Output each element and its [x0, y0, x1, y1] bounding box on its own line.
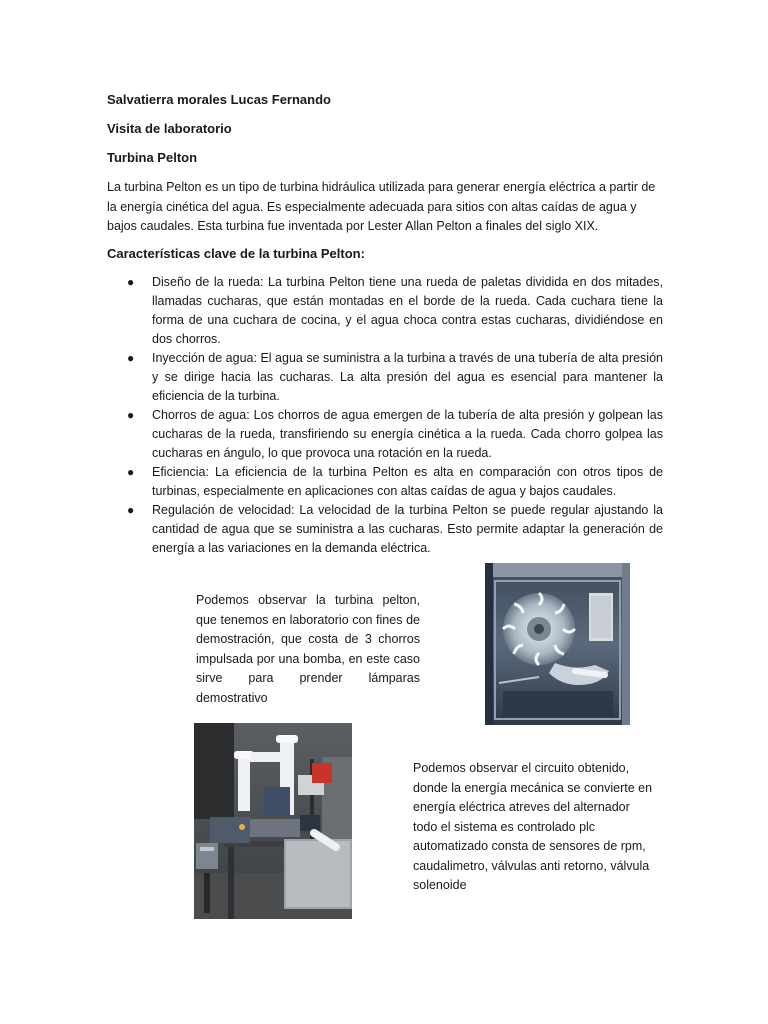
document-subtitle: Visita de laboratorio [107, 121, 232, 136]
feature-item-water-jets [107, 406, 663, 463]
feature-item-wheel-design [107, 273, 663, 349]
bullet-icon: ● [127, 408, 135, 422]
bullet-icon: ● [127, 465, 135, 479]
feature-text: Eficiencia: La eficiencia de la turbina Pelton es alta en comparación con otros tipos de turbinas, especialmente en aplicaciones con altas caídas de agua y bajos caudales. [152, 465, 663, 498]
control-circuit-photo [194, 723, 352, 919]
feature-text: Diseño de la rueda: La turbina Pelton tiene una rueda de paletas dividida en dos mitades, llamadas cucharas, que están montadas en el borde de la rueda. Cada cuchara tiene la forma de una cuchara de cocina, y el agua choca contra estas cucharas, dividiéndose en dos chorros. [152, 275, 663, 346]
author-name: Salvatierra morales Lucas Fernando [107, 92, 331, 107]
turbine-photo-caption: Podemos observar la turbina pelton, que tenemos en laboratorio con fines de demostración, que costa de 3 chorros impulsada por una bomba, en este caso sirve para prender lámparas demostrativo [196, 593, 420, 705]
bullet-icon: ● [127, 503, 135, 517]
feature-item-speed-regulation [107, 501, 663, 558]
features-list [107, 273, 663, 558]
feature-item-water-injection [107, 349, 663, 406]
document-title: Turbina Pelton [107, 150, 198, 165]
circuit-photo-caption: Podemos observar el circuito obtenido, donde la energía mecánica se convierte en energía eléctrica atreves del alternador todo el sistema es controlado plc automatizado consta de sensores de rpm, caudalimetro, válvulas anti retorno, válvula solenoide [413, 761, 653, 892]
pelton-turbine-photo [485, 563, 630, 725]
feature-text: Inyección de agua: El agua se suministra a la turbina a través de una tubería de alta presión y se dirige hacia las cucharas. La alta presión del agua es esencial para mantener la eficiencia de la turbina. [152, 351, 663, 403]
bullet-icon: ● [127, 275, 135, 289]
intro-paragraph: La turbina Pelton es un tipo de turbina hidráulica utilizada para generar energía eléctrica a partir de la energía cinética del agua. Es especialmente adecuada para sitios con altas caídas de agua y bajos caudales. Esta turbina fue inventada por Lester Allan Pelton a finales del siglo XIX. [107, 180, 656, 233]
feature-text: Chorros de agua: Los chorros de agua emergen de la tubería de alta presión y golpean las cucharas de la rueda, transfiriendo su energía cinética a la rueda. Cada chorro golpea las cucharas en ángulo, lo que provoca una rotación en la rueda. [152, 408, 663, 460]
features-heading: Características clave de la turbina Pelton: [107, 246, 365, 261]
feature-text: Regulación de velocidad: La velocidad de la turbina Pelton se puede regular ajustando la cantidad de agua que se suministra a las cucharas. Esto permite adaptar la generación de energía a las variaciones en la demanda eléctrica. [152, 503, 663, 555]
bullet-icon: ● [127, 351, 135, 365]
feature-item-efficiency [107, 463, 663, 501]
